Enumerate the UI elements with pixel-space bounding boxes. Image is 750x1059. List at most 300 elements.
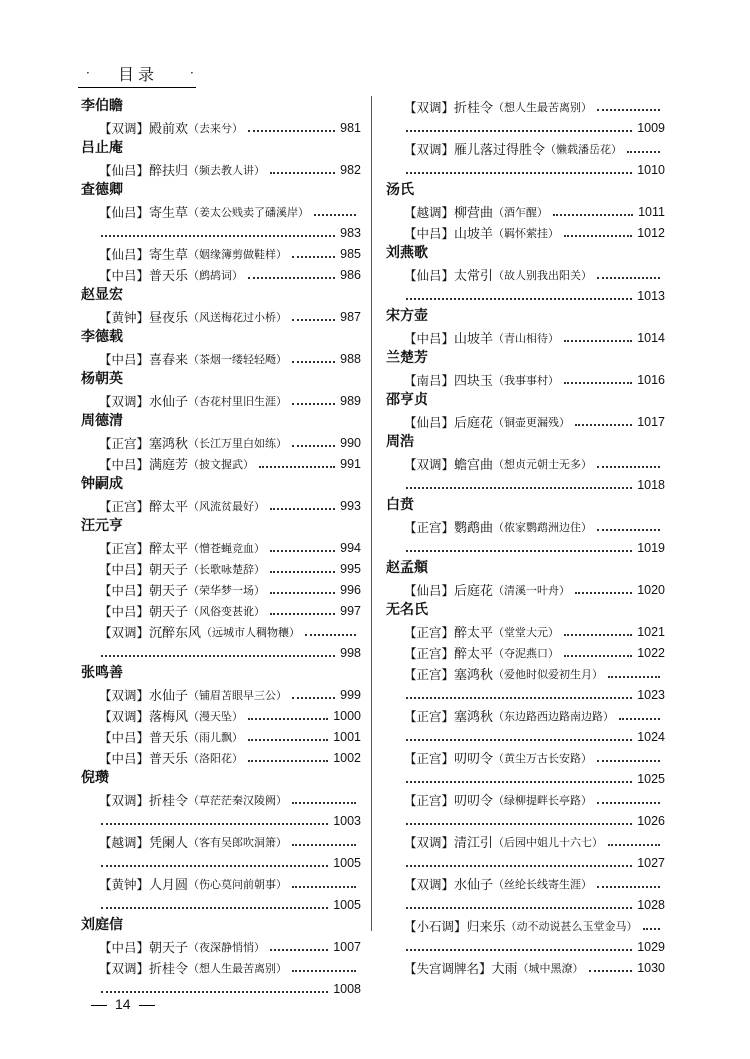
page-ref: 1017 [637,414,665,429]
dot-leader [597,802,660,804]
entry-continuation [99,852,361,873]
dot-leader [292,361,335,363]
tune-title: 四块玉 [454,374,494,389]
mode-label: 【双调】 [404,876,455,892]
dot-leader [292,697,335,699]
entry-continuation [404,537,665,558]
tune-title: 塞鸿秋 [454,710,494,725]
page-ref: 1022 [637,645,665,660]
toc-entry[interactable] [99,348,361,369]
mode-label: 【双调】 [404,456,455,472]
tune-title: 人月圆 [149,878,189,893]
toc-entry[interactable] [99,243,361,264]
first-line-subtitle: （风流贫最好） [188,499,266,513]
first-line-subtitle: （伤心莫问前朝事） [188,877,288,891]
entry-line [404,663,665,684]
tune-title: 醉太平 [149,500,189,515]
dot-leader [270,592,335,594]
tune-title: 沉醉东风 [149,626,202,641]
page-ref: 1010 [637,162,665,177]
toc-entry[interactable] [99,432,361,453]
mode-label: 【小石调】 [404,918,467,934]
entry-line [99,306,361,327]
header-dot-left: · [86,66,90,80]
dot-leader [292,256,335,258]
toc-entry[interactable] [99,117,361,138]
toc-entry[interactable] [404,642,665,663]
toc-entry[interactable] [99,957,361,999]
dot-leader [406,865,632,867]
page-ref: 1003 [333,813,361,828]
dot-leader [564,634,632,636]
dot-leader [564,340,632,342]
toc-entry[interactable] [404,621,665,642]
page-number: 14 [115,996,131,1012]
toc-entry[interactable] [99,495,361,516]
first-line-subtitle: （鹧鸪词） [188,268,244,282]
mode-label: 【正宫】 [404,750,455,766]
entry-continuation [404,474,665,495]
first-line-subtitle: （去来兮） [188,121,244,135]
toc-entry[interactable] [404,222,665,243]
toc-entry[interactable] [99,600,361,621]
toc-entry[interactable] [99,705,361,726]
toc-entry[interactable] [99,264,361,285]
dot-leader [101,907,328,909]
first-line-subtitle: （故人别我出阳关） [493,268,593,282]
first-line-subtitle: （东边路西边路南边路） [493,709,615,723]
toc-entry[interactable] [99,159,361,180]
tune-title: 普天乐 [149,731,189,746]
page-ref: 1008 [333,981,361,996]
first-line-subtitle: （清溪一叶舟） [493,583,571,597]
author-name: 张鸣善 [81,665,123,681]
mode-label: 【中吕】 [99,456,150,472]
page-ref: 1021 [637,624,665,639]
dot-leader [270,508,335,510]
entry-line [99,432,361,453]
entry-line [404,264,665,285]
mode-label: 【黄钟】 [99,876,150,892]
entry-line [404,747,665,768]
author-name: 无名氏 [386,602,428,618]
tune-title: 醉扶归 [149,164,189,179]
dot-leader [575,592,632,594]
mode-label: 【正宫】 [404,708,455,724]
toc-entry[interactable] [99,789,361,831]
first-line-subtitle: （爱他时似爱初生月） [493,667,604,681]
dot-leader [575,424,632,426]
mode-label: 【双调】 [99,687,150,703]
entry-line [99,558,361,579]
entry-line [99,348,361,369]
entry-line [99,747,361,768]
mode-label: 【正宫】 [404,792,455,808]
toc-entry[interactable] [404,789,665,831]
page-ref: 1028 [637,897,665,912]
tune-title: 清江引 [454,836,494,851]
author-name: 汤氏 [386,182,414,198]
first-line-subtitle: （铺眉苫眼早三公） [188,688,288,702]
author-name: 周德清 [81,413,123,429]
dot-leader [292,886,356,888]
mode-label: 【双调】 [404,141,455,157]
toc-entry[interactable] [99,579,361,600]
dot-leader [406,907,632,909]
first-line-subtitle: （频去教人讲） [188,163,266,177]
header-rule [78,87,196,88]
first-line-subtitle: （姜太公贱卖了磻溪岸） [188,205,310,219]
first-line-subtitle: （披文握武） [188,457,255,471]
entry-line [404,789,665,810]
first-line-subtitle: （长江万里白如练） [188,436,288,450]
dot-leader [406,172,632,174]
page-ref: 1019 [637,540,665,555]
dot-leader [597,466,660,468]
toc-entry[interactable] [404,831,665,873]
first-line-subtitle: （动不动说甚么玉堂金马） [505,919,638,933]
page-ref: 1014 [637,330,665,345]
mode-label: 【仙吕】 [99,162,150,178]
entry-line [99,201,361,222]
tune-title: 叨叨令 [454,752,494,767]
mode-label: 【仙吕】 [404,414,455,430]
dot-leader [627,151,660,153]
toc-entry[interactable] [404,705,665,747]
author-name: 李伯瞻 [81,98,123,114]
entry-line [404,873,665,894]
mode-label: 【中吕】 [99,351,150,367]
toc-entry[interactable] [404,96,665,138]
entry-line [404,327,665,348]
page-ref: 997 [340,603,361,618]
page-ref: 1024 [637,729,665,744]
dot-leader [608,676,660,678]
toc-entry[interactable] [404,663,665,705]
toc-entry[interactable] [404,957,665,978]
first-line-subtitle: （漫天坠） [188,709,244,723]
dot-leader [406,697,632,699]
first-line-subtitle: （远城市人稠物穰） [201,625,301,639]
page-ref: 991 [340,456,361,471]
page-ref: 1027 [637,855,665,870]
dot-leader [248,277,335,279]
dot-leader [314,214,356,216]
column-divider [371,96,372,931]
tune-title: 后庭花 [454,584,494,599]
dot-leader [597,277,660,279]
page-ref: 1025 [637,771,665,786]
footer-dash-left [91,1005,107,1006]
first-line-subtitle: （后园中姐儿十六七） [493,835,604,849]
mode-label: 【双调】 [99,624,150,640]
author-name: 查德卿 [81,182,123,198]
mode-label: 【中吕】 [99,561,150,577]
first-line-subtitle: （想人生最苦离别） [188,961,288,975]
page-ref: 983 [340,225,361,240]
entry-continuation [99,894,361,915]
first-line-subtitle: （客有吴郎吹洞箫） [188,835,288,849]
mode-label: 【正宫】 [404,624,455,640]
first-line-subtitle: （雨儿飘） [188,730,244,744]
page-ref: 1020 [637,582,665,597]
toc-entry[interactable] [99,537,361,558]
first-line-subtitle: （杏花村里旧生涯） [188,394,288,408]
page-ref: 1001 [333,729,361,744]
mode-label: 【双调】 [99,120,150,136]
tune-title: 雁儿落过得胜令 [454,143,546,158]
mode-label: 【中吕】 [99,729,150,745]
tune-title: 寄生草 [149,206,189,221]
toc-column-right [386,96,665,978]
tune-title: 大雨 [491,962,518,977]
dot-leader [292,802,356,804]
entry-line [99,726,361,747]
author-name: 兰楚芳 [386,350,428,366]
first-line-subtitle: （风俗变甚讹） [188,604,266,618]
first-line-subtitle: （铜壶更漏残） [493,415,571,429]
mode-label: 【越调】 [99,834,150,850]
dot-leader [597,109,660,111]
dot-leader [270,613,335,615]
first-line-subtitle: （洛阳花） [188,751,244,765]
tune-title: 寄生草 [149,248,189,263]
page-ref: 1000 [333,708,361,723]
tune-title: 醉太平 [454,647,494,662]
page-title: 目录 [118,65,159,84]
dot-leader [292,445,335,447]
toc-entry[interactable] [404,411,665,432]
entry-continuation [99,642,361,663]
page-ref: 987 [340,309,361,324]
page-ref: 1011 [638,204,665,219]
page-ref: 1005 [333,855,361,870]
toc-entry[interactable] [99,558,361,579]
entry-line [99,600,361,621]
toc-entry[interactable] [99,684,361,705]
first-line-subtitle: （酒乍醒） [493,205,549,219]
author-name: 倪瓒 [81,770,109,786]
mode-label: 【仙吕】 [99,246,150,262]
mode-label: 【仙吕】 [404,582,455,598]
author-name: 宋方壶 [386,308,428,324]
first-line-subtitle: （想贞元朝士无多） [493,457,593,471]
dot-leader [406,550,632,552]
tune-title: 醉太平 [454,626,494,641]
first-line-subtitle: （夜深静悄悄） [188,940,266,954]
page-ref: 998 [340,645,361,660]
entry-line [404,831,665,852]
entry-continuation [404,684,665,705]
first-line-subtitle: （堂堂大元） [493,625,560,639]
entry-line [404,411,665,432]
mode-label: 【中吕】 [404,330,455,346]
toc-header [78,66,196,88]
toc-entry[interactable] [404,915,665,957]
first-line-subtitle: （我事事村） [493,373,560,387]
mode-label: 【正宫】 [99,498,150,514]
first-line-subtitle: （侬家鹦鹉洲边住） [493,520,593,534]
toc-entry[interactable] [404,873,665,915]
entry-line [99,831,361,852]
first-line-subtitle: （姻缘簿剪做鞋样） [188,247,288,261]
mode-label: 【正宫】 [99,435,150,451]
dot-leader [564,235,632,237]
tune-title: 山坡羊 [454,227,494,242]
toc-entry[interactable] [99,831,361,873]
first-line-subtitle: （夺泥燕口） [493,646,560,660]
entry-line [404,705,665,726]
page-ref: 1002 [333,750,361,765]
toc-entry[interactable] [404,138,665,180]
toc-entry[interactable] [99,621,361,663]
author-name: 赵孟頫 [386,560,428,576]
tune-title: 折桂令 [149,962,189,977]
page-ref: 1005 [333,897,361,912]
toc-entry[interactable] [404,264,665,306]
dot-leader [292,844,356,846]
mode-label: 【中吕】 [99,750,150,766]
footer-dash-right [139,1005,155,1006]
toc-entry[interactable] [404,327,665,348]
dot-leader [619,718,660,720]
first-line-subtitle: （想人生最苦离别） [493,100,593,114]
first-line-subtitle: （绿柳提畔长亭路） [493,793,593,807]
dot-leader [270,550,335,552]
tune-title: 叨叨令 [454,794,494,809]
tune-title: 朝天子 [149,563,189,578]
dot-leader [597,760,660,762]
toc-entry[interactable] [99,390,361,411]
dot-leader [259,466,335,468]
toc-column-left [81,96,361,999]
tune-title: 昼夜乐 [149,311,189,326]
dot-leader [564,382,632,384]
tune-title: 塞鸿秋 [454,668,494,683]
dot-leader [406,130,632,132]
author-name: 钟嗣成 [81,476,123,492]
mode-label: 【黄钟】 [99,309,150,325]
toc-entry[interactable] [404,201,665,222]
toc-entry[interactable] [99,726,361,747]
toc-entry[interactable] [404,579,665,600]
entry-continuation [404,726,665,747]
author-name: 杨朝英 [81,371,123,387]
mode-label: 【南吕】 [404,372,455,388]
entry-continuation [404,285,665,306]
dot-leader [643,928,660,930]
mode-label: 【正宫】 [404,666,455,682]
dot-leader [305,634,356,636]
author-name: 刘燕歌 [386,245,428,261]
tune-title: 柳营曲 [454,206,494,221]
entry-line [99,537,361,558]
dot-leader [589,970,633,972]
dot-leader [248,739,328,741]
dot-leader [270,571,335,573]
entry-line [404,621,665,642]
toc-entry[interactable] [99,873,361,915]
first-line-subtitle: （城中黑潦） [517,961,584,975]
dot-leader [564,655,632,657]
page-ref: 1026 [637,813,665,828]
tune-title: 水仙子 [149,395,189,410]
tune-title: 蟾宫曲 [454,458,494,473]
dot-leader [101,823,328,825]
toc-entry[interactable] [404,747,665,789]
dot-leader [101,865,328,867]
entry-continuation [99,222,361,243]
dot-leader [270,949,328,951]
dot-leader [101,991,328,993]
entry-line [404,957,665,978]
author-name: 刘庭信 [81,917,123,933]
entry-continuation [404,117,665,138]
entry-continuation [99,810,361,831]
page-ref: 994 [340,540,361,555]
toc-entry[interactable] [99,306,361,327]
mode-label: 【正宫】 [99,540,150,556]
dot-leader [248,760,328,762]
mode-label: 【双调】 [99,960,150,976]
tune-title: 归来乐 [466,920,506,935]
dot-leader [553,214,633,216]
page-ref: 985 [340,246,361,261]
tune-title: 朝天子 [149,584,189,599]
toc-entry[interactable] [404,453,665,495]
first-line-subtitle: （青山相待） [493,331,560,345]
toc-entry[interactable] [99,936,361,957]
page-ref: 996 [340,582,361,597]
entry-line [404,915,665,936]
page-ref: 988 [340,351,361,366]
page-ref: 1013 [637,288,665,303]
dot-leader [292,403,335,405]
first-line-subtitle: （荣华梦一场） [188,583,266,597]
author-name: 周浩 [386,434,414,450]
entry-line [404,138,665,159]
entry-line [99,579,361,600]
entry-line [404,453,665,474]
first-line-subtitle: （黄尘万古长安路） [493,751,593,765]
page-ref: 986 [340,267,361,282]
page-ref: 1016 [637,372,665,387]
mode-label: 【越调】 [404,204,455,220]
toc-entry[interactable] [99,747,361,768]
mode-label: 【双调】 [404,99,455,115]
mode-label: 【双调】 [404,834,455,850]
first-line-subtitle: （长歌咏楚辞） [188,562,266,576]
mode-label: 【中吕】 [404,225,455,241]
toc-entry[interactable] [99,453,361,474]
tune-title: 山坡羊 [454,332,494,347]
header-dot-right: · [190,66,194,80]
dot-leader [292,970,356,972]
toc-entry[interactable] [404,516,665,558]
toc-entry[interactable] [99,201,361,243]
tune-title: 塞鸿秋 [149,437,189,452]
page-ref: 981 [340,120,361,135]
entry-line [99,390,361,411]
first-line-subtitle: （憎苍蝇竞血） [188,541,266,555]
author-name: 李德载 [81,329,123,345]
first-line-subtitle: （羁怀萦挂） [493,226,560,240]
page-ref: 1030 [637,960,665,975]
tune-title: 后庭花 [454,416,494,431]
toc-entry[interactable] [404,369,665,390]
first-line-subtitle: （懒载潘岳花） [545,142,623,156]
first-line-subtitle: （丝纶长线寄生涯） [493,877,593,891]
